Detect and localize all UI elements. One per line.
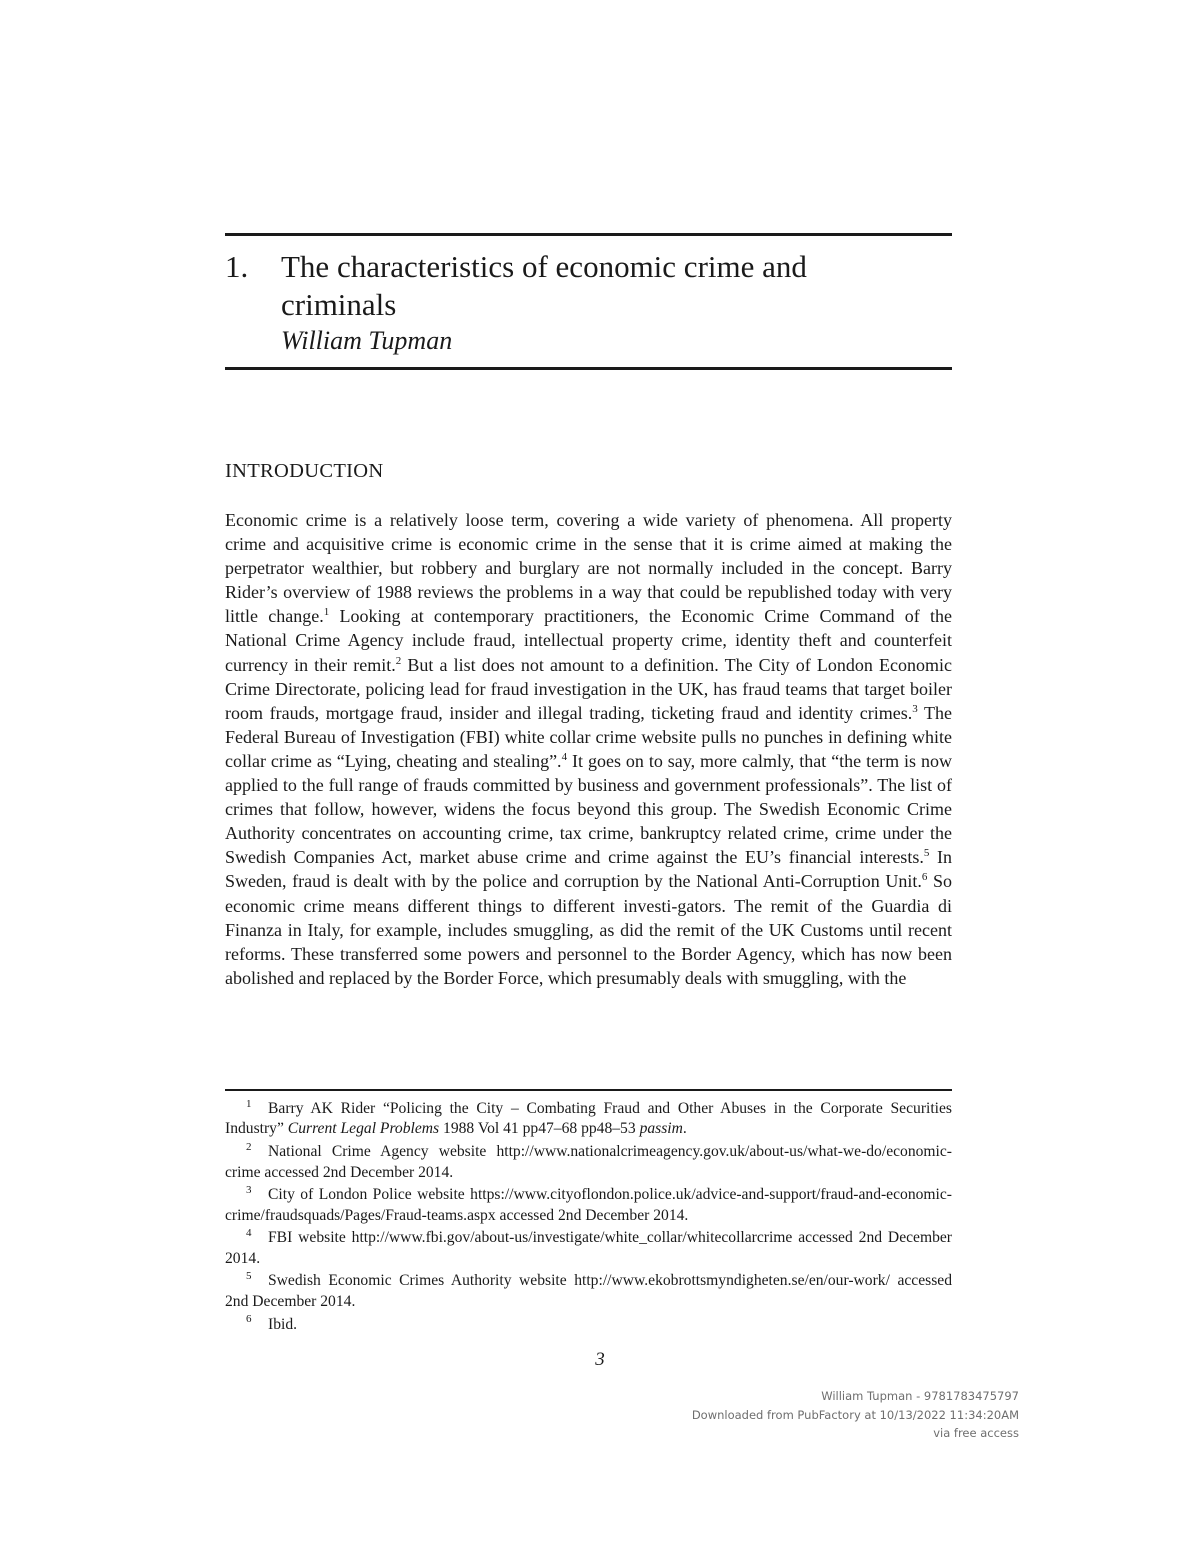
footnote-text[interactable]: City of London Police website https://www.cityoflondon.police.uk/advice-and-support/fraud-and-economic-crime/fraudsquads/Pages/Fraud-teams.aspx accessed 2nd December 2014. bbox=[225, 1186, 952, 1224]
chapter-title: The characteristics of economic crime and criminals bbox=[281, 249, 807, 322]
footnote-rule bbox=[225, 1089, 952, 1091]
body-text-segment: But a list does not amount to a definition. The City of London Economic Crime Directorate, policing lead for fraud investigation in the UK, has fraud teams that target boiler room frauds, mortgage fraud, insider and illegal trading, ticketing fraud and identity crimes. bbox=[225, 654, 952, 723]
watermark-line: Downloaded from PubFactory at 10/13/2022 11:34:20AM bbox=[691, 1407, 1019, 1422]
footnote-italic: Current Legal Problems bbox=[287, 1120, 440, 1138]
footnote-ref[interactable]: 2 bbox=[395, 654, 402, 667]
body-text-segment: It goes on to say, more calmly, that “the term is now applied to the full range of frauds committed by business and government professionals”. The list of crimes that follow, however, widens the focus beyond this group. The Swedish Economic Crime Authority concentrates on accounting crime, tax crime, bankruptcy related crime, crime under the Swedish Companies Act, market abuse crime and crime against the EU’s financial interests. bbox=[225, 750, 953, 868]
chapter-top-rule bbox=[225, 233, 952, 236]
watermark-line: William Tupman - 9781783475797 bbox=[821, 1389, 1019, 1403]
chapter-author: William Tupman bbox=[281, 326, 453, 355]
body-text-segment: So economic crime means different things to different investi-gators. The remit of the Guardia di Finanza in Italy, for example, includes smuggling, as did the remit of the UK Customs until recent reforms. These transferred some powers and personnel to the Border Agency, which has now been abolished and replaced by the Border Force, which presumably deals with smuggling, with the bbox=[225, 871, 952, 988]
footnote-text: . bbox=[682, 1120, 687, 1138]
footnote-item: 2 National Crime Agency website http://www.nationalcrimeagency.gov.uk/about-us/what-we-do/economic-crime accessed 2nd December 2014. bbox=[225, 1140, 952, 1181]
footnote-ref[interactable]: 5 bbox=[923, 847, 930, 860]
footnote-item: 3 City of London Police website https://www.cityoflondon.police.uk/advice-and-support/fraud-and-economic-crime/fraudsquads/Pages/Fraud-teams.aspx accessed 2nd December 2014. bbox=[225, 1184, 952, 1224]
body-text-segment: The Federal Bureau of Investigation (FBI) white collar crime website pulls no punches in defining white collar crime as “Lying, cheating and stealing”. bbox=[225, 702, 952, 771]
footnote-italic: passim bbox=[639, 1120, 683, 1138]
body-paragraph bbox=[225, 508, 952, 990]
footnote-item: 4 FBI website http://www.fbi.gov/about-us/investigate/white_collar/whitecollarcrime accessed 2nd December 2014. bbox=[225, 1227, 952, 1267]
body-text-segment: Economic crime is a relatively loose term, covering a wide variety of phenomena. All property crime and acquisitive crime is economic crime in the sense that it is crime aimed at making the perpetrator wealthier, but robbery and burglary are not normally included in the concept. Barry Rider’s overview of 1988 reviews the problems in a way that could be republished today with very little change. bbox=[225, 510, 952, 627]
chapter-bottom-rule bbox=[225, 367, 952, 370]
footnote-ref[interactable]: 6 bbox=[921, 871, 928, 884]
body-text-segment: Looking at contemporary practitioners, the Economic Crime Command of the National Crime Agency include fraud, intellectual property crime, identity theft and counterfeit currency in their remit. bbox=[225, 606, 952, 675]
footnote-text: Ibid. bbox=[268, 1315, 298, 1333]
footnotes bbox=[225, 1099, 952, 1337]
footnote-ref[interactable]: 4 bbox=[561, 750, 568, 763]
footnote-text[interactable]: National Crime Agency website http://www.nationalcrimeagency.gov.uk/about-us/what-we-do/economic-crime accessed 2nd December 2014. bbox=[225, 1143, 952, 1181]
footnote-item: 1 Barry AK Rider “Policing the City – Combating Fraud and Other Abuses in the Corporate Securities Industry” Current Legal Problems 1988 Vol 41 pp47–68 pp48–53 passim. bbox=[225, 1097, 952, 1138]
chapter-number: 1. bbox=[225, 249, 249, 284]
section-heading: INTRODUCTION bbox=[225, 460, 384, 482]
footnote-ref[interactable]: 1 bbox=[323, 606, 330, 619]
download-watermark bbox=[619, 1387, 1019, 1443]
page-number: 3 bbox=[595, 1349, 605, 1370]
footnote-text: Barry AK Rider “Policing the City – Combating Fraud and Other Abuses in the Corporate Securities Industry” bbox=[225, 1100, 952, 1138]
footnote-item: 5 Swedish Economic Crimes Authority website http://www.ekobrottsmyndigheten.se/en/our-work/ accessed 2nd December 2014. bbox=[225, 1270, 952, 1310]
body-text-segment: In Sweden, fraud is dealt with by the police and corruption by the National Anti-Corruption Unit. bbox=[225, 847, 952, 892]
footnote-item: 6 Ibid. bbox=[246, 1313, 298, 1333]
watermark-line: via free access bbox=[933, 1426, 1019, 1440]
footnote-text[interactable]: Swedish Economic Crimes Authority website http://www.ekobrottsmyndigheten.se/en/our-work/ accessed 2nd December 2014. bbox=[225, 1272, 952, 1310]
footnote-ref[interactable]: 3 bbox=[912, 702, 918, 715]
footnote-text: 1988 Vol 41 pp47–68 pp48–53 bbox=[439, 1120, 640, 1138]
footnote-text[interactable]: FBI website http://www.fbi.gov/about-us/investigate/white_collar/whitecollarcrime accessed 2nd December 2014. bbox=[225, 1229, 952, 1267]
